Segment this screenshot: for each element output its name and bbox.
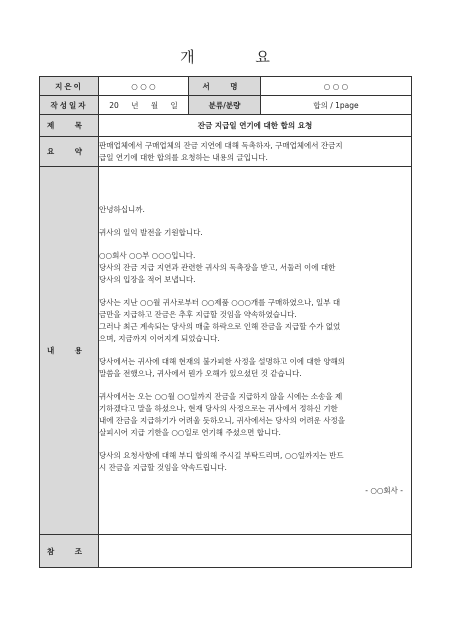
date-value: 20 년 월 일 [99, 96, 189, 115]
reference-label: 참 조 [40, 535, 99, 568]
summary-form-table [39, 76, 412, 568]
reference-row [40, 535, 412, 568]
summary-line: 급일 연기에 대한 합의를 요청하는 내용의 글입니다. [99, 152, 268, 162]
summary-row [40, 137, 412, 167]
subject-row [40, 115, 412, 137]
reference-value [99, 535, 412, 568]
content-paragraph: 귀사에서는 오는 ○○월 ○○일까지 잔금을 지급하지 않을 시에는 소송을 제 기하겠다고 말을 하셨으나, 현재 당사의 사정으로는 귀사에서 정하신 기한 내에 잔금을 지급하기가 어려울 듯하오니, 귀사에서는 당사의 어려운 사정을 살피시어 지급 기한을 ○○일로 연기해 주셨으면 합니다. [99, 392, 346, 437]
subject-value: 잔금 지급일 연기에 대한 합의 요청 [99, 115, 412, 137]
author-value: ○ ○ ○ [99, 77, 189, 96]
date-label: 작성일자 [40, 96, 99, 115]
content-paragraph: 당사의 요청사항에 대해 부디 합의해 주시길 부탁드리며, ○○일까지는 반드 시 잔금을 지급할 것임을 약속드립니다. [99, 451, 344, 472]
category-label: 분류/분량 [189, 96, 261, 115]
content-paragraph: 귀사의 일익 발전을 기원합니다. [99, 228, 203, 237]
signature-value: ○ ○ ○ [261, 77, 412, 96]
date-row [40, 96, 412, 115]
summary-text [99, 137, 412, 167]
document-title: 개 요 [180, 48, 298, 66]
content-row [40, 167, 412, 535]
author-label: 지은이 [40, 77, 99, 96]
content-paragraph: 안녕하십니까. [99, 205, 145, 214]
sign-off: - ○○회사 - [365, 486, 403, 495]
content-paragraph: 당사는 지난 ○○월 귀사로부터 ○○제품 ○○○개를 구매하였으나, 일부 대 금만을 지급하고 잔금은 추후 지급할 것임을 약속하였습니다. 그러나 최근 계속되는 당사의 매출 하락으로 인해 잔금을 지급할 수가 없었 으며, 지금까지 이어지게 되었습니다. [99, 298, 341, 343]
summary-label: 요 약 [40, 137, 99, 167]
content-paragraph: 당사에서는 귀사에 대해 현재의 불가피한 사정을 설명하고 이에 대한 양해의 말씀을 전했으나, 귀사에서 뭔가 오해가 있으셨던 것 같습니다. [99, 357, 346, 378]
content-body [99, 167, 412, 535]
author-row [40, 77, 412, 96]
content-label: 내 용 [40, 167, 99, 535]
category-value: 합의 / 1page [261, 96, 412, 115]
summary-line: 판매업체에서 구매업체의 잔금 지연에 대해 독촉하자, 구매업체에서 잔금지 [99, 140, 343, 150]
signature-label: 서 명 [189, 77, 261, 96]
content-paragraph: ○○회사 ○○부 ○○○입니다. 당사의 잔금 지급 지연과 관련한 귀사의 독촉장을 받고, 서둘러 이에 대한 당사의 입장을 적어 보냅니다. [99, 251, 336, 284]
subject-label: 제 목 [40, 115, 99, 137]
